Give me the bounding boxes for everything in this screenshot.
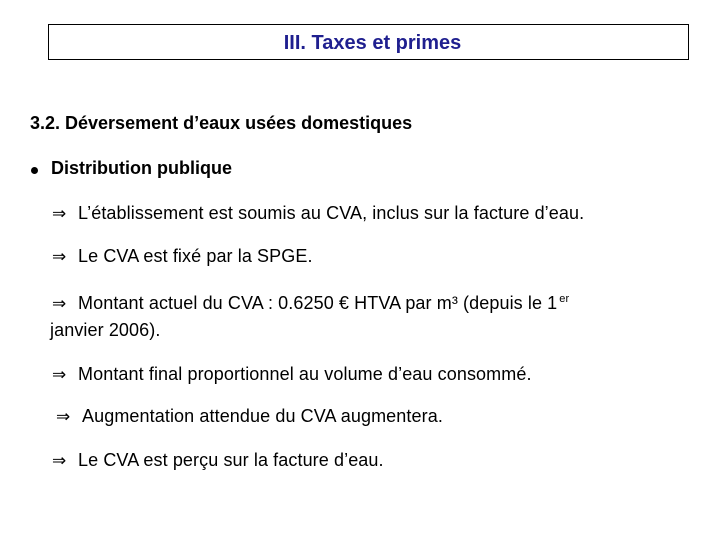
item-text: Le CVA est perçu sur la facture d’eau. xyxy=(78,450,384,470)
section-heading: 3.2. Déversement d’eaux usées domestiques xyxy=(30,113,413,133)
list-item xyxy=(52,359,532,390)
list-item xyxy=(52,198,584,229)
item-text: Montant actuel du CVA : 0.6250 € HTVA par m³ (depuis le 1 xyxy=(78,293,558,313)
title-box xyxy=(48,24,689,60)
list-item-continuation xyxy=(50,315,160,345)
implies-arrow-icon: ⇒ xyxy=(52,204,67,224)
list-item xyxy=(52,445,384,476)
item-text: Montant final proportionnel au volume d’eau consommé. xyxy=(78,364,532,384)
list-item xyxy=(56,401,443,432)
implies-arrow-icon: ⇒ xyxy=(52,451,67,471)
bullet-dot-icon xyxy=(31,167,38,174)
list-item xyxy=(52,241,313,272)
superscript: er xyxy=(559,293,570,305)
list-item xyxy=(52,284,569,319)
implies-arrow-icon: ⇒ xyxy=(52,294,67,314)
bullet-label: Distribution publique xyxy=(51,158,232,178)
implies-arrow-icon: ⇒ xyxy=(52,247,67,267)
implies-arrow-icon: ⇒ xyxy=(52,365,67,385)
item-text: janvier 2006). xyxy=(50,320,161,340)
bullet-row xyxy=(30,158,232,179)
item-text: Le CVA est fixé par la SPGE. xyxy=(78,246,313,266)
implies-arrow-icon: ⇒ xyxy=(56,407,71,427)
item-text: L’établissement est soumis au CVA, inclus sur la facture d’eau. xyxy=(78,203,585,223)
item-text: Augmentation attendue du CVA augmentera. xyxy=(82,406,443,426)
page-title: III. Taxes et primes xyxy=(283,31,462,54)
